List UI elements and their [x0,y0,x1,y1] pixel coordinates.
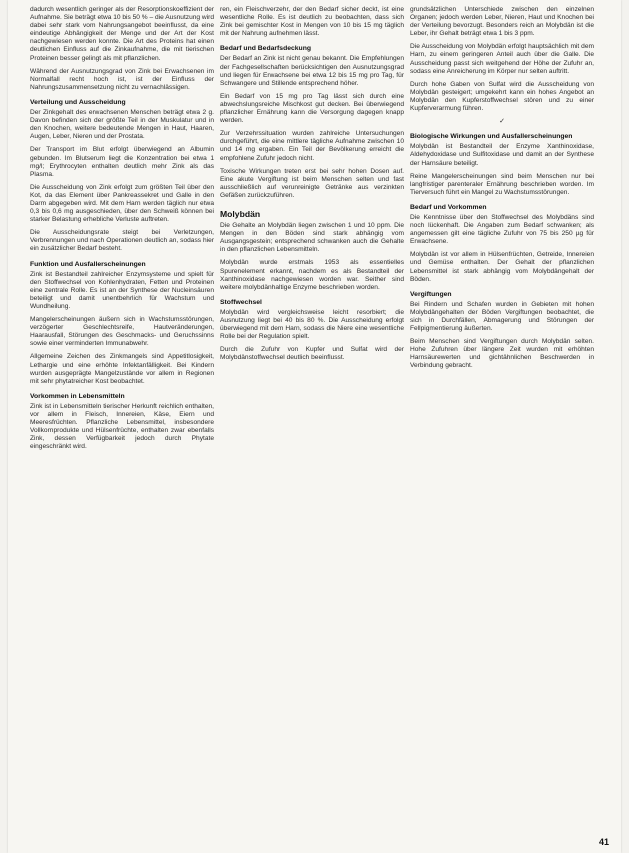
paragraph: Ein Bedarf von 15 mg pro Tag lässt sich durch eine abwechslungsreiche Mischkost gut decken. Bei überwiegend pflanzlicher Ernährung kann die Versorgung dagegen knapp werden. [220,92,404,125]
paragraph: Der Transport im Blut erfolgt überwiegend an Albumin gebunden. Im Blutserum liegt die Konzentration bei etwa 1 mg/l; Erythrocyten enthalten deutlich mehr Zink als das Plasma. [30,146,214,178]
paragraph: Zink ist in Lebensmitteln tierischer Herkunft reichlich enthalten, vor allem in Fleisch, Innereien, Käse, Eiern und Meeresfrüchten. Pflanzliche Lebensmittel, insbesondere Vollkornprodukte und Hülsenfrüchte, enthalten zwar ebenfalls Zink, dessen Verfügbarkeit jedoch durch Phytate eingeschränkt wird. [30,402,214,451]
paragraph: grundsätzlichen Unterschiede zwischen den einzelnen Organen; jedoch werden Leber, Nieren, Haut und Knochen bei der Verteilung bevorzugt. Besonders reich an Molybdän ist die Leber, ihr Gehalt beträgt etwa 1 bis 3 ppm. [410,6,594,38]
text-column-3 [410,6,594,841]
section-heading-vergiftungen: Vergiftungen [410,290,452,298]
section-heading-verteilung: Verteilung und Ausscheidung [30,98,126,106]
document-page [8,0,621,853]
paragraph: Der Bedarf an Zink ist nicht genau bekannt. Die Empfehlungen der Fachgesellschaften berücksichtigen den Ausnutzungsgrad und liegen für Erwachsene bei etwa 12 bis 15 mg pro Tag, für Schwangere und Stillende entsprechend höher. [220,55,404,87]
section-heading-funktion: Funktion und Ausfallerscheinungen [30,260,146,268]
section-heading-wirkungen: Biologische Wirkungen und Ausfallerscheinungen [410,133,573,141]
section-heading-stoffwechsel: Stoffwechsel [220,298,262,306]
text-column-2 [220,6,404,841]
paragraph: Molybdän wurde erstmals 1953 als essentielles Spurenelement erkannt, nachdem es als Bestandteil der Xanthinoxidase nachgewiesen worden war. Seither sind weitere molybdänhaltige Enzyme beschrieben worden. [220,259,404,291]
text-column-1 [30,6,214,841]
paragraph: dadurch wesentlich geringer als der Resorptionskoeffizient der Aufnahme. Sie beträgt etwa 10 bis 50 % – die Ausnutzung wird dabei sehr stark vom Nahrungsangebot beeinflusst, da eine eindeutige Abhängigkeit der Menge und der Art der Kost nachgewiesen werden konnte. Die Art des Proteins hat einen deutlichen Einfluss auf die Zinkaufnahme, die mit tierischen Proteinen besser gelingt als mit pflanzlichen. [30,6,214,62]
paragraph: Bei Rindern und Schafen wurden in Gebieten mit hohen Molybdängehalten der Böden Vergiftungen beobachtet, die sich in Durchfällen, Abmagerung und Störungen der Fellpigmentierung äußerten. [410,300,594,333]
paragraph: Durch die Zufuhr von Kupfer und Sulfat wird der Molybdänstoffwechsel deutlich beeinflusst. [220,346,404,362]
paragraph: Zink ist Bestandteil zahlreicher Enzymsysteme und spielt für den Stoffwechsel von Kohlenhydraten, Fetten und Proteinen eine zentrale Rolle. Es ist an der Synthese der Nucleinsäuren beteiligt und damit unentbehrlich für Wachstum und Wundheilung. [30,270,214,310]
paragraph: Die Ausscheidung von Zink erfolgt zum größten Teil über den Kot, da das Element über Pankreassekret und Galle in den Darm abgegeben wird. Mit dem Harn werden täglich nur etwa 0,3 bis 0,6 mg ausgeschieden, über den Schweiß können bei starker Belastung erhebliche Verluste auftreten. [30,183,214,224]
paragraph: Molybdän ist vor allem in Hülsenfrüchten, Getreide, Innereien und Gemüse enthalten. Der Gehalt der pflanzlichen Lebensmittel ist stark abhängig vom Molybdängehalt der Böden. [410,251,594,283]
paragraph: Die Ausscheidungsrate steigt bei Verletzungen, Verbrennungen und nach Operationen deutlich an, sodass hier ein zusätzlicher Bedarf besteht. [30,229,214,253]
page-number: 41 [598,837,609,847]
section-separator-mark: ✓ [499,118,505,126]
paragraph: Die Kenntnisse über den Stoffwechsel des Molybdäns sind noch lückenhaft. Die Angaben zum Bedarf schwanken; als angemessen gilt eine tägliche Zufuhr von 75 bis 250 µg für Erwachsene. [410,213,594,246]
paragraph: Allgemeine Zeichen des Zinkmangels sind Appetitlosigkeit, Lethargie und eine erhöhte Infektanfälligkeit. Bei Kindern wurden ausgeprägte Mangelzustände vor allem in Regionen mit sehr phytatreicher Kost beobachtet. [30,353,214,385]
section-heading-bedarf: Bedarf und Bedarfsdeckung [220,45,312,53]
paragraph: Die Ausscheidung von Molybdän erfolgt hauptsächlich mit dem Harn, zu einem geringeren Anteil auch über die Galle. Die Ausscheidung passt sich weitgehend der Höhe der Zufuhr an, sodass eine Anreicherung im Körper nur selten auftritt. [410,43,594,75]
paragraph: Zur Verzehrssituation wurden zahlreiche Untersuchungen durchgeführt, die eine mittlere tägliche Aufnahme zwischen 10 und 14 mg ergaben. Ein Teil der Bevölkerung erreicht die empfohlene Zufuhr jedoch nicht. [220,130,404,162]
paragraph: Der Zinkgehalt des erwachsenen Menschen beträgt etwa 2 g. Davon befinden sich der größte Teil in der Muskulatur und in den Knochen, weitere bedeutende Mengen in Haut, Haaren, Augen, Leber, Nieren und der Prostata. [30,109,214,141]
paragraph: Molybdän wird vergleichsweise leicht resorbiert; die Ausnutzung liegt bei 40 bis 80 %. Die Ausscheidung erfolgt überwiegend mit dem Harn, sodass die Niere eine wesentliche Rolle bei der Regulation spielt. [220,308,404,341]
section-heading-vorkommen: Bedarf und Vorkommen [410,203,487,211]
chapter-heading-molybdaen: Molybdän [220,208,261,219]
paragraph: Molybdän ist Bestandteil der Enzyme Xanthinoxidase, Aldehydoxidase und Sulfitoxidase und damit an der Synthese der Harnsäure beteiligt. [410,143,594,167]
paragraph: Mangelerscheinungen äußern sich in Wachstumsstörungen, verzögerter Geschlechtsreife, Hautveränderungen, Haarausfall, Störungen des Geschmacks- und Geruchssinns sowie einer verminderten Immunabwehr. [30,316,214,348]
paragraph: Während der Ausnutzungsgrad von Zink bei Erwachsenen im Normalfall recht hoch ist, ist der Einfluss der Nahrungszusammensetzung nicht zu vernachlässigen. [30,67,214,91]
paragraph: Beim Menschen sind Vergiftungen durch Molybdän selten. Hohe Zufuhren über längere Zeit wurden mit erhöhten Harnsäurewerten und gichtähnlichen Beschwerden in Verbindung gebracht. [410,338,594,370]
section-heading-lebensmittel: Vorkommen in Lebensmitteln [30,392,125,400]
paragraph: Durch hohe Gaben von Sulfat wird die Ausscheidung von Molybdän gesteigert; umgekehrt kann ein hohes Angebot an Molybdän den Kupferstoffwechsel stören und zu einer Kupferverarmung führen. [410,80,594,113]
paragraph: Toxische Wirkungen treten erst bei sehr hohen Dosen auf. Eine akute Vergiftung ist beim Menschen selten und fast ausschließlich auf verunreinigte Getränke aus verzinkten Gefäßen zurückzuführen. [220,167,404,199]
paragraph: ren, ein Fleischverzehr, der den Bedarf sicher deckt, ist eine wesentliche Rolle. Es ist deutlich zu beobachten, dass sich Zink bei gemischter Kost in Mengen von 10 bis 15 mg täglich mit der Nahrung aufnehmen lässt. [220,6,404,38]
paragraph: Die Gehalte an Molybdän liegen zwischen 1 und 10 ppm. Die Mengen in den Böden sind stark abhängig vom Ausgangsgestein; entsprechend schwanken auch die Gehalte in den pflanzlichen Lebensmitteln. [220,222,404,254]
paragraph: Reine Mangelerscheinungen sind beim Menschen nur bei langfristiger parenteraler Ernährung beschrieben worden. Im Tierversuch führt ein Mangel zu Wachstumsstörungen. [410,172,594,196]
